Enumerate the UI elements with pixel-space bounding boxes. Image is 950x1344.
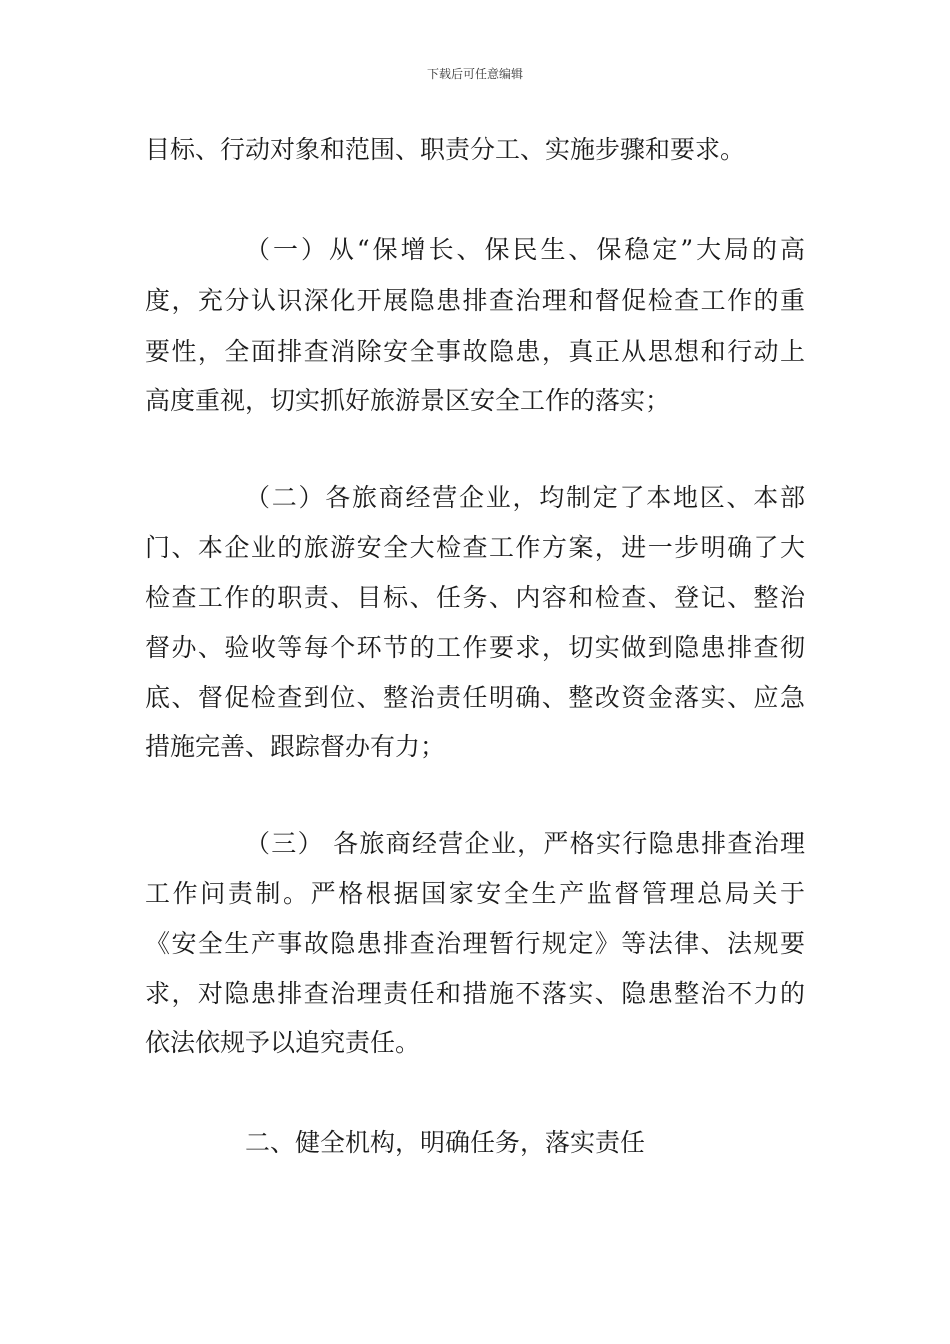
page-header: 下载后可任意编辑 xyxy=(426,67,523,81)
paragraph-3-line: 工作问责制。严格根据国家安全生产监督管理总局关于 xyxy=(145,879,805,908)
section-heading: 二、健全机构，明确任务，落实责任 xyxy=(245,1128,646,1157)
paragraph-2-line: 督办、验收等每个环节的工作要求，切实做到隐患排查彻 xyxy=(145,633,805,662)
paragraph-2-line: 底、督促检查到位、整治责任明确、整改资金落实、应急 xyxy=(145,683,805,712)
paragraph-2-line: 措施完善、跟踪督办有力； xyxy=(145,732,446,761)
paragraph-2-line: （二）各旅商经营企业，均制定了本地区、本部 xyxy=(245,483,805,512)
paragraph-1-line: （一）从“保增长、保民生、保稳定”大局的高 xyxy=(245,235,805,264)
text-line: 目标、行动对象和范围、职责分工、实施步骤和要求。 xyxy=(145,135,746,164)
paragraph-3-line: 《安全生产事故隐患排查治理暂行规定》等法律、法规要 xyxy=(145,929,805,958)
paragraph-3-line: 求，对隐患排查治理责任和措施不落实、隐患整治不力的 xyxy=(145,979,805,1008)
paragraph-2-line: 检查工作的职责、目标、任务、内容和检查、登记、整治 xyxy=(145,583,805,612)
paragraph-3-line: （三） 各旅商经营企业，严格实行隐患排查治理 xyxy=(245,829,805,858)
paragraph-3-line: 依法依规予以追究责任。 xyxy=(145,1028,421,1057)
paragraph-2-line: 门、本企业的旅游安全大检查工作方案，进一步明确了大 xyxy=(145,533,805,562)
paragraph-1-line: 高度重视，切实抓好旅游景区安全工作的落实； xyxy=(145,386,671,415)
paragraph-1-line: 要性，全面排查消除安全事故隐患，真正从思想和行动上 xyxy=(145,337,805,366)
paragraph-1-line: 度，充分认识深化开展隐患排查治理和督促检查工作的重 xyxy=(145,286,805,315)
